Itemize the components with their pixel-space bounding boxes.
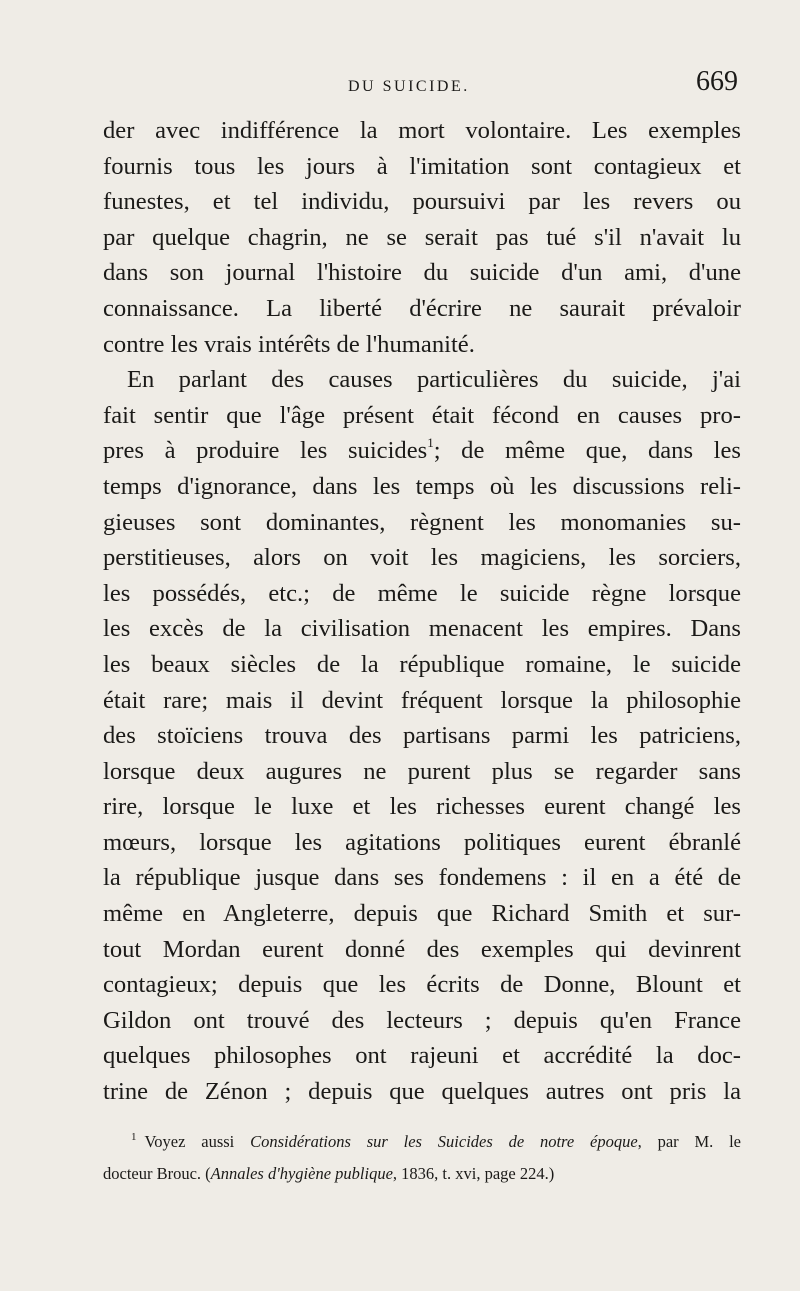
text-segment: pres à produire les suicides [103, 437, 428, 465]
body-text [103, 113, 741, 1110]
text-line: perstitieuses, alors on voit les magiciens, les sorciers, [103, 544, 741, 572]
text-line: même en Angleterre, depuis que Richard Smith et sur- [103, 900, 741, 928]
page-number: 669 [696, 66, 738, 97]
footnote-line [103, 1121, 741, 1158]
text-line: la république jusque dans ses fondemens : il en a été de [103, 864, 741, 892]
text-line: les possédés, etc.; de même le suicide règne lorsque [103, 579, 741, 607]
text-line: quelques philosophes ont rajeuni et accrédité la doc- [103, 1042, 741, 1070]
text-line: der avec indifférence la mort volontaire. Les exemples [103, 117, 741, 144]
footnote-text: docteur Brouc. ( [103, 1164, 211, 1183]
text-line: contagieux; depuis que les écrits de Donne, Blount et [103, 971, 741, 999]
footnote-text: , 1836, t. xvi, page 224.) [392, 1164, 555, 1183]
text-line: Gildon ont trouvé des lecteurs ; depuis qu'en France [103, 1006, 741, 1034]
text-line: mœurs, lorsque les agitations politiques eurent ébranlé [103, 828, 741, 856]
text-line: funestes, et tel individu, poursuivi par les revers ou [103, 188, 741, 216]
footnote [103, 1121, 741, 1190]
text-line: par quelque chagrin, ne se serait pas tué s'il n'avait lu [103, 223, 741, 251]
paragraph-2 [103, 362, 741, 1109]
text-line: fournis tous les jours à l'imitation sont contagieux et [103, 152, 741, 180]
text-line: gieuses sont dominantes, règnent les monomanies su- [103, 508, 741, 536]
text-line: trine de Zénon ; depuis que quelques autres ont pris la [103, 1078, 741, 1106]
footnote-reference: 1 [427, 435, 434, 451]
footnote-cited-title: Considérations sur les Suicides de notre époque [250, 1132, 638, 1151]
page-header [100, 62, 742, 106]
text-line: les beaux siècles de la république romaine, le suicide [103, 650, 741, 678]
running-title: DU SUICIDE. [348, 78, 470, 95]
paragraph-1 [103, 113, 741, 362]
text-line: tout Mordan eurent donné des exemples qui devinrent [103, 935, 741, 963]
text-line: connaissance. La liberté d'écrire ne saurait prévaloir [103, 294, 741, 322]
text-line: lorsque deux augures ne purent plus se regarder sans [103, 757, 741, 785]
text-line: rire, lorsque le luxe et les richesses eurent changé les [103, 793, 741, 821]
text-line-with-footnote-ref [103, 433, 741, 469]
text-line: des stoïciens trouva des partisans parmi les patriciens, [103, 722, 741, 750]
text-line: fait sentir que l'âge présent était fécond en causes pro- [103, 401, 741, 429]
text-line: les excès de la civilisation menacent les empires. Dans [103, 615, 741, 643]
text-line: En parlant des causes particulières du suicide, j'ai [127, 366, 741, 394]
text-line: dans son journal l'histoire du suicide d'un ami, d'une [103, 259, 741, 287]
text-line: était rare; mais il devint fréquent lorsque la philosophie [103, 686, 741, 714]
footnote-text: , par M. le [637, 1132, 741, 1151]
footnote-text: Voyez aussi [144, 1132, 251, 1151]
text-line: temps d'ignorance, dans les temps où les discussions reli- [103, 472, 741, 500]
footnote-number: 1 [131, 1131, 137, 1143]
footnote-journal: Annales d'hygiène publique [210, 1164, 393, 1183]
text-line: contre les vrais intérêts de l'humanité. [103, 330, 475, 358]
footnote-line [103, 1158, 741, 1190]
text-segment: ; de même que, dans les [433, 437, 741, 465]
